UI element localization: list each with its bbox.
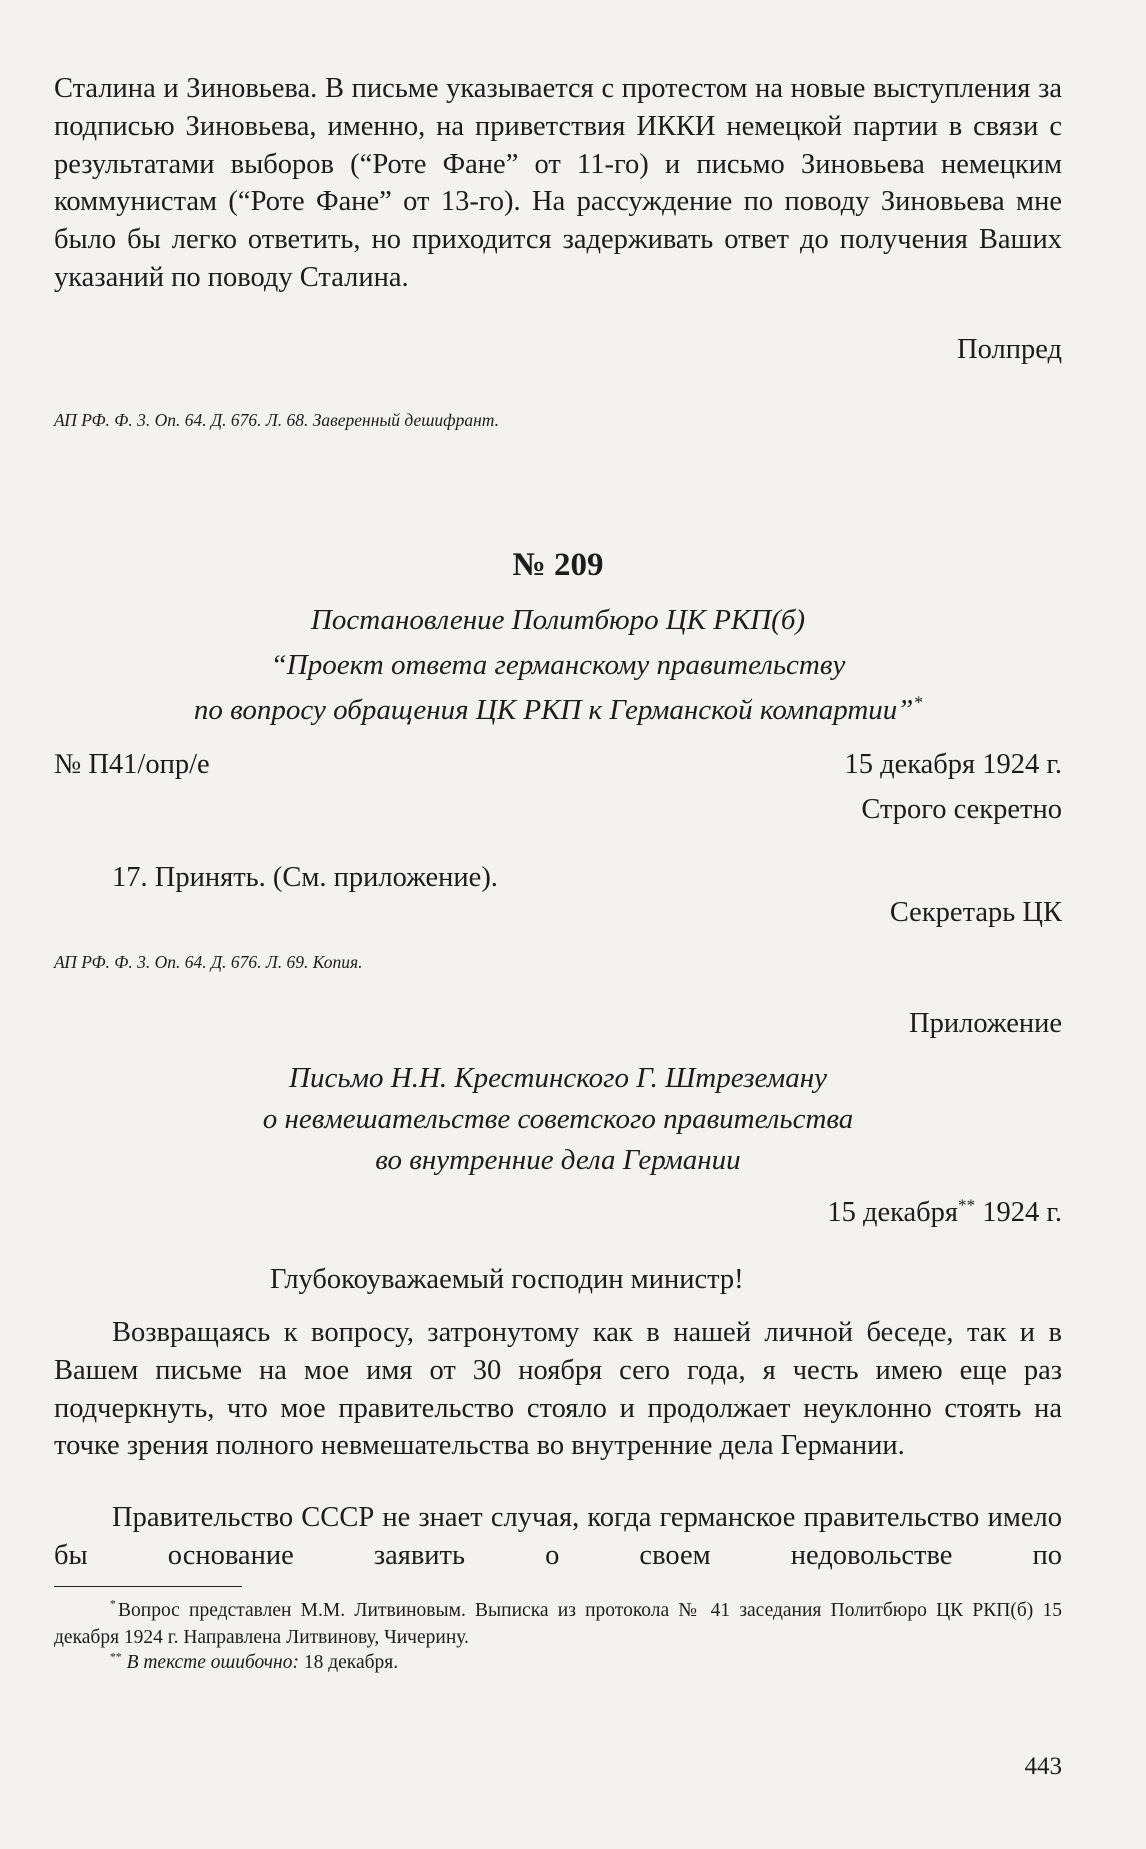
- appendix-title-line1: Письмо Н.Н. Крестинского Г. Штреземану: [289, 1062, 827, 1094]
- letter-paragraph-2: Правительство СССР не знает случая, когда германское правительство имело бы основание заявить о своем недовольстве по: [54, 1502, 1062, 1571]
- footnote-2-label: В тексте ошибочно:: [126, 1652, 299, 1673]
- footnote-1-text: Вопрос представлен М.М. Литвиновым. Выписка из протокола № 41 заседания Политбюро ЦК РКП(б) 15 декабря 1924 г. Направлена Литвинову, Чичерину.: [54, 1600, 1062, 1648]
- letter-date-year: 1924 г.: [982, 1197, 1062, 1228]
- letter-date: [827, 1197, 1062, 1229]
- appendix-title-line2: о невмешательстве советского правительства: [262, 1103, 854, 1135]
- page-number: 443: [1024, 1753, 1062, 1780]
- document-source: АП РФ. Ф. 3. Оп. 64. Д. 676. Л. 69. Копия.: [54, 952, 363, 972]
- classification-stamp: Строго секретно: [861, 794, 1062, 825]
- document-title-line2: “Проект ответа германскому правительству: [270, 649, 846, 681]
- footnote-ref-1: *: [913, 692, 923, 713]
- intro-paragraph: Сталина и Зиновьева. В письме указывается с протестом на новые выступления за подписью Зиновьева, именно, на приветствия ИККИ немецкой партии в связи с результатами выборов (“Роте Фане” от 11-го) и письмо Зиновьева немецким коммунистам (“Роте Фане” от 13-го). На рассуждение по поводу Зиновьева мне было бы легко ответить, но приходится задерживать ответ до получения Ваших указаний по поводу Сталина.: [54, 73, 1062, 293]
- letter-date-day: 15 декабря: [827, 1197, 959, 1228]
- letter-paragraph-1: Возвращаясь к вопросу, затронутому как в нашей личной беседе, так и в Вашем письме на мое имя от 30 ноября сего года, я честь имею еще раз подчеркнуть, что мое правительство стояло и продолжает неуклонно стоять на точке зрения полного невмешательства во внутренние дела Германии.: [54, 1317, 1062, 1462]
- document-number: № 209: [512, 547, 604, 583]
- footnote-divider: [54, 1586, 242, 1587]
- appendix-title-line3: во внутренние дела Германии: [375, 1144, 741, 1176]
- document-date: 15 декабря 1924 г.: [844, 749, 1062, 780]
- document-title-line1: Постановление Политбюро ЦК РКП(б): [310, 604, 806, 636]
- protocol-number: № П41/опр/е: [54, 749, 210, 780]
- document-title-line3-text: по вопросу обращения ЦК РКП к Германской компартии”: [193, 694, 914, 726]
- document-signature: Секретарь ЦК: [889, 897, 1062, 928]
- letter-salutation: Глубокоуважаемый господин министр!: [270, 1264, 744, 1295]
- footnote-2: [110, 1652, 398, 1674]
- footnote-ref-2: **: [958, 1195, 976, 1215]
- footnote-2-text: 18 декабря.: [303, 1652, 399, 1673]
- appendix-label: Приложение: [909, 1008, 1062, 1039]
- decision-item: 17. Принять. (См. приложение).: [112, 862, 498, 893]
- document-title-line3: [54, 694, 1062, 727]
- footnote-1-mark: *: [110, 1597, 116, 1611]
- intro-signature: Полпред: [957, 334, 1062, 365]
- intro-source: АП РФ. Ф. 3. Оп. 64. Д. 676. Л. 68. Заверенный дешифрант.: [54, 410, 500, 430]
- footnote-2-mark: **: [110, 1650, 122, 1664]
